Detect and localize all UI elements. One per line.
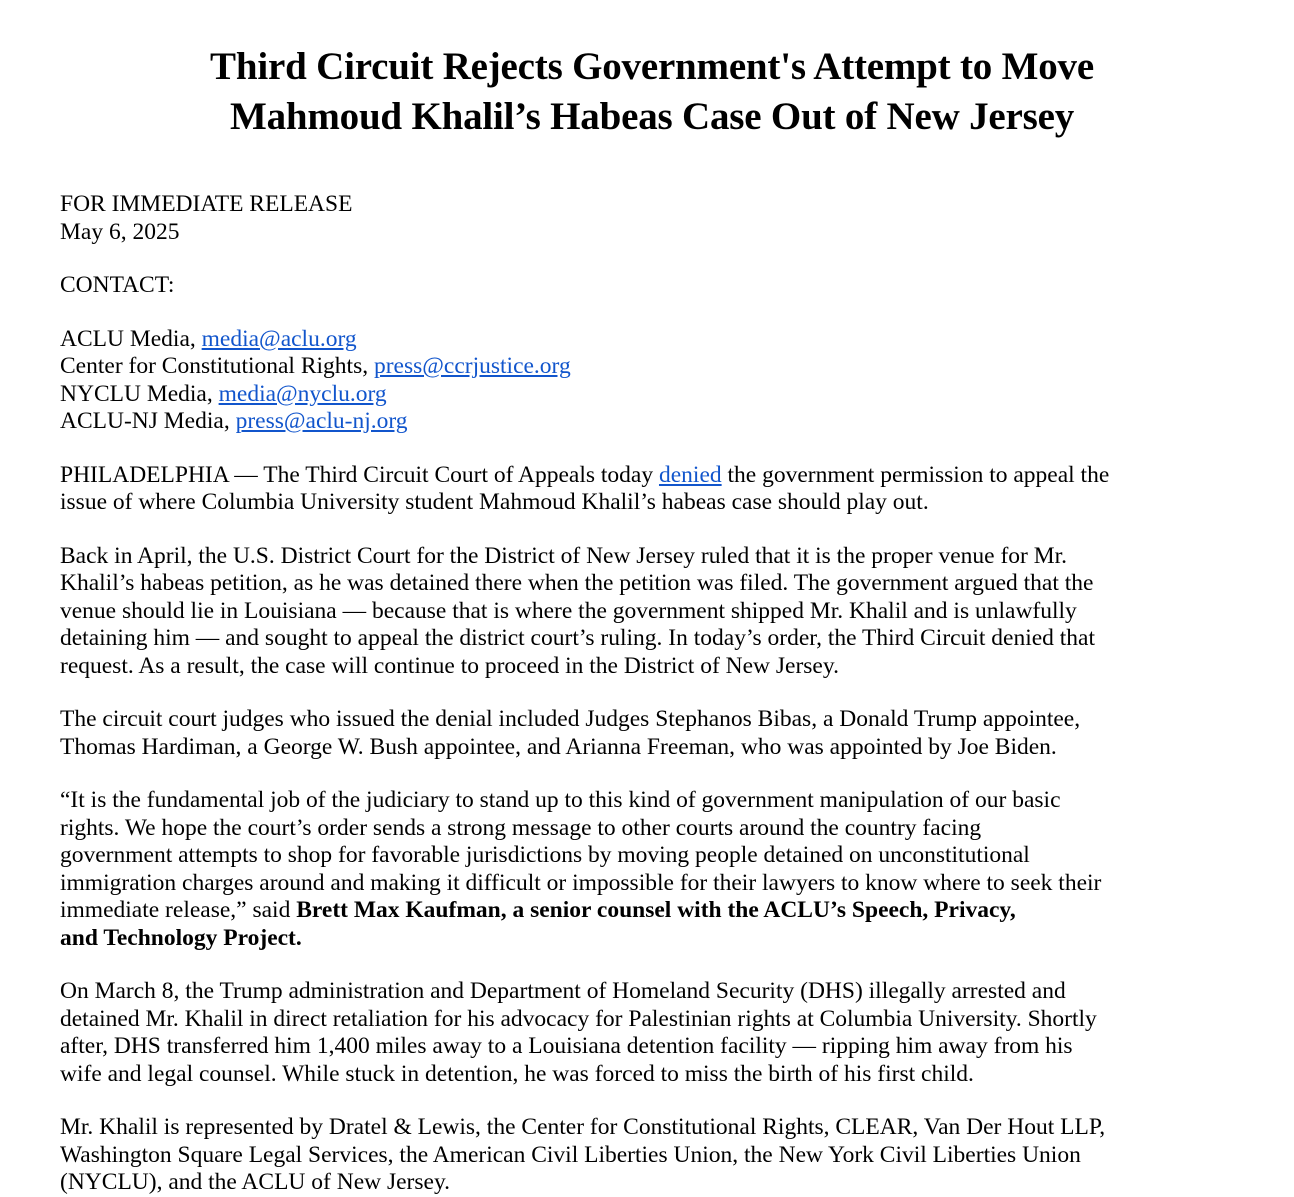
paragraph-background	[60, 543, 1254, 681]
paragraph-line: Khalil’s habeas petition, as he was detained there when the petition was filed. The government argued that the	[60, 570, 1094, 596]
paragraph-line: immigration charges around and making it difficult or impossible for their lawyers to know where to seek their	[60, 869, 1102, 896]
contact-name: Center for Constitutional Rights,	[60, 353, 374, 379]
contact-email-link[interactable]: press@aclu-nj.org	[235, 408, 408, 434]
contact-label: CONTACT:	[60, 272, 175, 298]
paragraph-line: Thomas Hardiman, a George W. Bush appointee, and Arianna Freeman, who was appointed by Joe Biden.	[60, 733, 1057, 760]
paragraph-representation	[60, 1114, 1254, 1197]
release-label: FOR IMMEDIATE RELEASE	[60, 191, 353, 217]
paragraph-line: “It is the fundamental job of the judiciary to stand up to this kind of government manipulation of our basic	[60, 787, 1061, 813]
contact-item	[60, 381, 1254, 409]
denied-link[interactable]: denied	[658, 461, 722, 488]
document-body	[60, 191, 1254, 1197]
intro-text: PHILADELPHIA — The Third Circuit Court of Appeals today	[60, 461, 659, 488]
contact-name: NYCLU Media,	[60, 380, 219, 407]
paragraph-line: On March 8, the Trump administration and Department of Homeland Security (DHS) illegally arrested and	[60, 978, 1066, 1004]
contact-item	[60, 326, 1254, 354]
paragraph-line: detained Mr. Khalil in direct retaliation for his advocacy for Palestinian rights at Columbia University. Shortly	[60, 1005, 1097, 1032]
paragraph-line: The circuit court judges who issued the denial included Judges Stephanos Bibas, a Donald Trump appointee,	[60, 706, 1081, 732]
paragraph-quote	[60, 787, 1254, 952]
paragraph-line: rights. We hope the court’s order sends a strong message to other courts around the country facing	[60, 814, 982, 841]
contact-email-link[interactable]: media@aclu.org	[201, 325, 357, 352]
release-date: May 6, 2025	[60, 218, 180, 245]
paragraph-line: request. As a result, the case will continue to proceed in the District of New Jersey.	[60, 652, 839, 679]
paragraph-line: venue should lie in Louisiana — because that is where the government shipped Mr. Khalil and is unlawfully	[60, 597, 1077, 624]
paragraph-line: (NYCLU), and the ACLU of New Jersey.	[60, 1169, 451, 1195]
page-title	[60, 42, 1254, 142]
contact-name: ACLU Media,	[60, 325, 202, 352]
contact-email-link[interactable]: press@ccrjustice.org	[373, 353, 571, 379]
contact-email-link[interactable]: media@nyclu.org	[218, 380, 387, 407]
contact-list	[60, 326, 1254, 436]
contact-item	[60, 353, 1254, 381]
paragraph-intro	[60, 462, 1254, 517]
paragraph-line: Washington Square Legal Services, the American Civil Liberties Union, the New York Civil Liberties Union	[60, 1141, 1081, 1168]
paragraph-line: government attempts to shop for favorable jurisdictions by moving people detained on unconstitutional	[60, 842, 1030, 868]
title-line-1: Third Circuit Rejects Government's Attempt to Move	[210, 45, 1094, 88]
contact-item	[60, 408, 1254, 436]
paragraph-line: after, DHS transferred him 1,400 miles away to a Louisiana detention facility — ripping him away from his	[60, 1033, 1073, 1059]
quote-attribution: Brett Max Kaufman, a senior counsel with the ACLU’s Speech, Privacy,	[296, 897, 1016, 923]
release-header	[60, 191, 1254, 246]
paragraph-line	[60, 897, 1254, 925]
paragraph-line: Mr. Khalil is represented by Dratel & Lewis, the Center for Constitutional Rights, CLEAR, Van Der Hout LLP,	[60, 1114, 1106, 1140]
paragraph-judges	[60, 706, 1254, 761]
paragraph-line: wife and legal counsel. While stuck in detention, he was forced to miss the birth of his first child.	[60, 1060, 974, 1087]
contact-heading	[60, 272, 1254, 300]
quote-ending: immediate release,” said	[60, 897, 297, 923]
contact-name: ACLU-NJ Media,	[60, 408, 236, 434]
paragraph-line	[60, 462, 1254, 490]
paragraph-line: detaining him — and sought to appeal the district court’s ruling. In today’s order, the Third Circuit denied that	[60, 625, 1096, 651]
title-line-2: Mahmoud Khalil’s Habeas Case Out of New Jersey	[229, 95, 1075, 138]
paragraph-line: issue of where Columbia University student Mahmoud Khalil’s habeas case should play out.	[60, 489, 929, 515]
paragraph-arrest	[60, 978, 1254, 1088]
paragraph-line: Back in April, the U.S. District Court for the District of New Jersey ruled that it is the proper venue for Mr.	[60, 542, 1068, 569]
intro-text-after: the government permission to appeal the	[721, 461, 1110, 488]
quote-attribution-line-2: and Technology Project.	[60, 924, 302, 951]
